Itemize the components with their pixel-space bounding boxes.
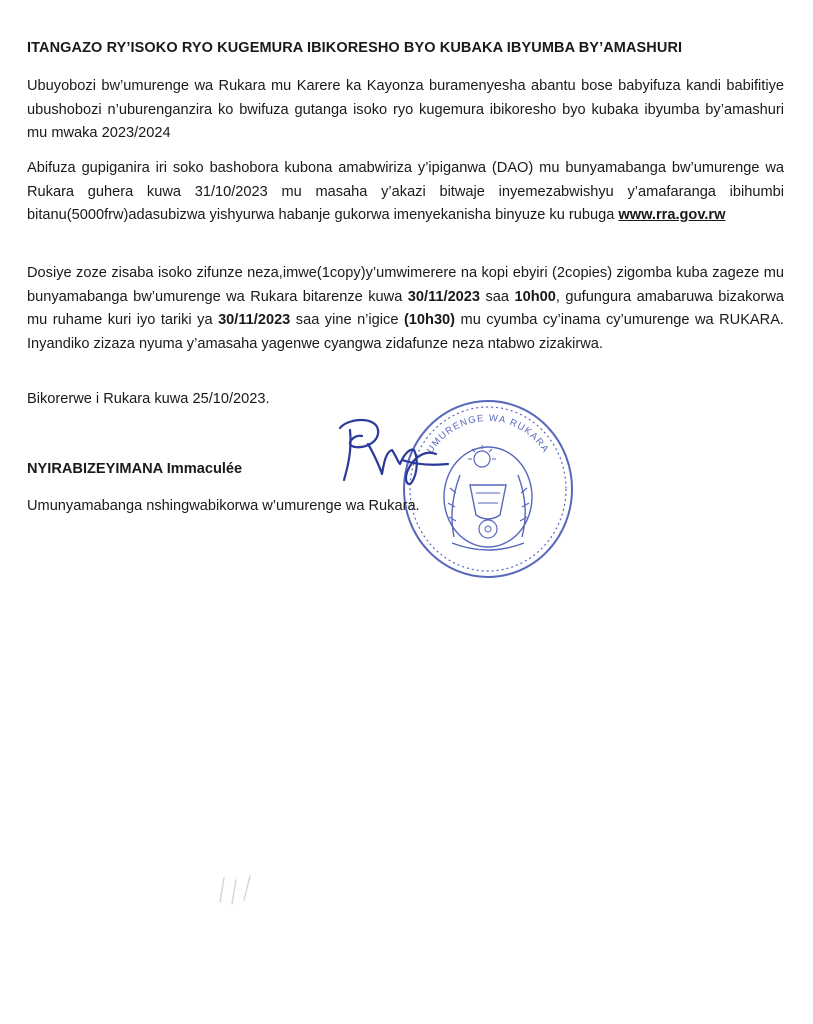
- notice-title: ITANGAZO RY’ISOKO RYO KUGEMURA IBIKORESHO BYO KUBAKA IBYUMBA BY’AMASHURI: [27, 40, 683, 56]
- paragraph-dao-text: Abifuza gupiganira iri soko bashobora kubona amabwiriza y’ipiganwa (DAO) mu bunyamabanga bw’umurenge wa Rukara guhera kuwa 31/10/2023 mu masaha y’akazi bitwaje inyemezabwishyu y’amafaranga ibihumbi bitanu(5000frw)adasubizwa yishyurwa habanje gukorwa imenyekanisha binyuze ku rubuga: [27, 160, 784, 223]
- scan-smudge: [210, 870, 270, 910]
- rra-website-link[interactable]: www.rra.gov.rw: [618, 207, 726, 223]
- signer-name: NYIRABIZEYIMANA Immaculée: [27, 461, 243, 477]
- submission-text-1: Dosiye zoze zisaba isoko zifunze neza,imwe(1copy)y’umwimerere na kopi ebyiri (2copies) zigomba kuba zageze mu bunyamabanga bw’umurenge wa Rukara bitarenze kuwa: [27, 265, 784, 305]
- submission-text-4: saa yine n’igice: [290, 312, 404, 328]
- paragraph-intro: Ubuyobozi bw’umurenge wa Rukara mu Karere ka Kayonza buramenyesha abantu bose babyifuza kandi babifitiye ubushobozi n’uburenganzira ko bwifuza gutanga isoko ryo kugemura ibikoresho byo kubaka ibyumba by’amashuri mu mwaka 2023/2024: [27, 78, 784, 141]
- paragraph-submission: [27, 262, 784, 356]
- dateline: Bikorerwe i Rukara kuwa 25/10/2023.: [27, 391, 270, 407]
- deadline-time: 10h00: [514, 288, 556, 305]
- signer-role: Umunyamabanga nshingwabikorwa w’umurenge wa Rukara.: [27, 498, 420, 514]
- opening-time: (10h30): [403, 312, 456, 328]
- submission-text-3: , gufungura amabaruwa bizakorwa mu ruhame kuri iyo tariki ya: [27, 288, 785, 328]
- handwritten-signature: [318, 410, 458, 490]
- seal-text: UMURENGE WA RUKARA: [424, 412, 552, 456]
- submission-text-5: mu cyumba cy’inama cy’umurenge wa RUKARA. Inyandiko zizaza nyuma y’amasaha yagenwe cyangwa zidafunze neza ntabwo zizakirwa.: [27, 312, 784, 352]
- paragraph-dao: [27, 157, 784, 228]
- submission-text-2: saa: [480, 288, 515, 305]
- opening-date: 30/11/2023: [218, 312, 291, 328]
- deadline-date: 30/11/2023: [407, 288, 481, 305]
